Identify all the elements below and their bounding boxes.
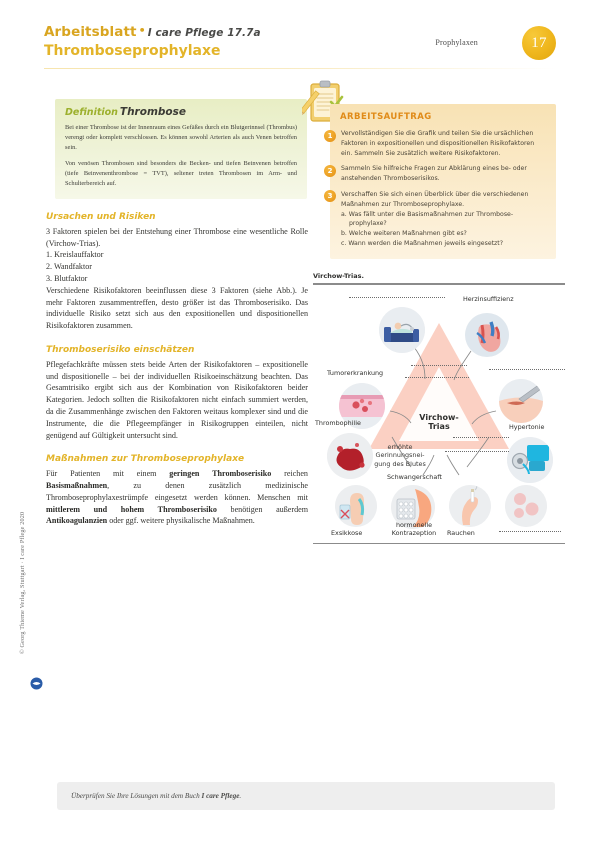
measures-bold-2: Basismaßnahmen <box>46 480 108 490</box>
task-item-3 <box>327 190 546 249</box>
causes-list-item-3: 3. Blutfaktor <box>46 273 88 283</box>
causes-list-item-2: 2. Wandfaktor <box>46 262 92 272</box>
blank-line-triangle-upper-2 <box>405 377 469 378</box>
blank-line-triangle-right-1 <box>453 437 509 438</box>
copyright-text: © Georg Thieme Verlag, Stuttgart · I care Pflege 2020 <box>19 511 26 654</box>
circle-blank-bottom-right <box>505 485 547 527</box>
causes-outro: Verschiedene Risikofaktoren beeinflussen diese 3 Faktoren (siehe Abb.). Je mehr Faktoren zusammentreffen, desto größer ist das Thromboserisiko. Das individuelle Risiko setzt sich aus den expositionellen und dispositionellen Risikofaktoren zusammen. <box>46 285 308 331</box>
blank-line-bottom-right <box>499 531 561 532</box>
center-label-line-2: Trias <box>428 422 450 432</box>
thieme-logo <box>30 677 43 690</box>
section-label: Prophylaxen <box>435 38 478 47</box>
task-item-1 <box>327 129 546 158</box>
inner-label-line-1: erhöhte <box>387 442 413 451</box>
circle-surgery <box>499 379 543 423</box>
measures-body <box>46 468 308 527</box>
measures-part-4: benötigen außerdem <box>216 504 309 514</box>
measures-bold-4: Antikoagulanzien <box>46 516 108 526</box>
measures-part-2: reichen <box>271 469 308 479</box>
task-number-badge-3: 3 <box>324 190 336 202</box>
section-heading-causes: Ursachen und Risiken <box>46 212 156 222</box>
circle-smoking <box>449 485 491 527</box>
triangle-left-inner-label <box>363 443 437 469</box>
main-text-column <box>46 212 308 527</box>
label-heart-failure: Herzinsuffizienz <box>463 294 514 303</box>
header-divider <box>44 68 556 69</box>
task-subitem-b: b. Welche weiteren Maßnahmen gibt es? <box>341 230 467 238</box>
blank-line-triangle-upper-1 <box>411 365 467 366</box>
risk-assessment-body: Pflegefachkräfte müssen stets beide Arten der Risikofaktoren – expositionelle und dispositionelle – bei der individuellen Risikoeinschätzung beachten. Das Gesamtrisiko ergibt sich aus der Kombination von Risikofaktoren beider Kategorien. Jedoch sollten die Risikofaktoren nicht einfach summiert werden, da die Zusammenhänge zwischen den Faktoren weitaus komplexer sind und die Instrumente, die die Pflegeempfänger in Risikogruppen einteilen, nicht genügend auf Gültigkeit untersucht sind. <box>46 359 308 440</box>
task-number-badge-1: 1 <box>324 130 336 142</box>
measures-part-5: oder ggf. weitere physikalische Maßnahmen. <box>107 516 255 526</box>
section-heading-risk-assessment: Thromboserisiko einschätzen <box>46 345 195 355</box>
definition-paragraph-2: Von venösen Thrombosen sind besonders die Becken- und tiefen Beinvenen betroffen (tiefe Beinvenenthrombose = TVT), seltener treten Thrombosen im Arm- und Schulterbereich auf. <box>65 159 297 188</box>
label-pregnancy: Schwangerschaft <box>387 472 442 481</box>
worksheet-label: Arbeitsblatt <box>44 24 137 40</box>
task-subitem-a-cont: prophylaxe? <box>349 220 387 228</box>
page-header <box>44 24 556 60</box>
label-contraception-line-1: hormonelle <box>395 520 433 529</box>
header-line-one <box>44 24 556 41</box>
task-text-2: Sammeln Sie hilfreiche Fragen zur Abklärung eines be- oder anstehenden Thromboserisikos. <box>341 165 527 183</box>
definition-term: Thrombose <box>119 106 186 118</box>
definition-paragraph-1: Bei einer Thrombose ist der Innenraum eines Gefäßes durch ein Blutgerinnsel (Thrombus) verengt oder komplett verschlossen. Es können sowohl Arterien als auch Venen betroffen sein. <box>65 123 297 152</box>
task-box-title: ARBEITSAUFTRAG <box>340 112 432 122</box>
inner-label-line-2: Gerinnungsnei- <box>375 451 425 460</box>
label-dehydration: Exsikkose <box>331 528 363 537</box>
task-subitem-c: c. Wann werden die Maßnahmen jeweils eingesetzt? <box>341 239 504 247</box>
footer-text-before: Überprüfen Sie Ihre Lösungen mit dem Buch <box>71 792 202 800</box>
figure-canvas <box>313 285 565 543</box>
center-label-line-1: Virchow- <box>419 412 459 422</box>
section-heading-measures: Maßnahmen zur Thromboseprophylaxe <box>46 454 245 465</box>
measures-bold-1: geringen Thromboserisiko <box>169 469 272 479</box>
measures-part-3: , zu denen zusätzlich medizinische Thromboseprophylaxestrümpfe eingesetzt werden können. Menschen mit <box>46 480 308 502</box>
figure-caption: Virchow-Trias. <box>313 272 364 280</box>
task-number-badge-2: 2 <box>324 165 336 177</box>
task-item-2 <box>327 164 546 184</box>
footer-text-after: . <box>239 792 242 800</box>
figure-rule-bottom <box>313 543 565 545</box>
task-text-3 <box>341 190 546 249</box>
page-number-badge: 17 <box>522 26 556 60</box>
causes-intro: 3 Faktoren spielen bei der Entstehung einer Thrombose eine wesentliche Rolle (Virchow-Trias). <box>46 226 308 248</box>
label-contraception-line-2: Kontrazeption <box>391 528 437 537</box>
triangle-center-label <box>407 413 471 432</box>
definition-keyword: Definition <box>65 107 118 118</box>
blank-line-triangle-right-2 <box>445 451 509 452</box>
circle-dehydration <box>335 485 377 527</box>
circle-heart-failure <box>465 313 509 357</box>
task-text-1: Vervollständigen Sie die Grafik und teilen Sie die ursächlichen Faktoren in expositionellen und dispositionellen Risikofaktoren ein. Sammeln Sie zusätzlich weitere Risikofaktoren. <box>341 130 535 157</box>
circle-immobility <box>379 307 425 353</box>
circle-hypertension <box>507 437 553 483</box>
inner-label-line-3: gung des Blutes <box>374 459 426 468</box>
definition-title <box>65 106 297 119</box>
label-tumor: Tumorerkrankung <box>327 368 384 377</box>
blank-line-immobility <box>349 297 445 298</box>
footer-book-title: I care Pflege <box>201 792 240 800</box>
virchow-triad-figure <box>313 272 565 544</box>
page-title: Thromboseprophylaxe <box>44 42 221 59</box>
blank-line-surgery <box>489 369 565 370</box>
definition-box <box>55 99 307 199</box>
measures-bold-3: mittlerem und hohem Thromboserisiko <box>46 504 217 514</box>
causes-list-item-1: 1. Kreislauffaktor <box>46 250 104 260</box>
task-box <box>327 104 556 259</box>
header-source: I care Pflege 17.7a <box>147 27 261 39</box>
measures-part-1: Für Patienten mit einem <box>46 469 170 479</box>
header-bullet: • <box>138 24 146 37</box>
task-text-3-main: Verschaffen Sie sich einen Überblick über die verschiedenen Maßnahmen zur Thromboseprophylaxe. <box>341 190 529 208</box>
label-hypertension: Hypertonie <box>509 422 545 431</box>
label-thrombophilia: Thrombophilie <box>315 418 361 427</box>
footer-bar <box>57 782 555 810</box>
footer-text <box>71 792 241 800</box>
label-smoking: Rauchen <box>447 528 475 537</box>
label-contraception <box>385 521 443 537</box>
task-subitem-a: a. Was fällt unter die Basismaßnahmen zur Thrombose- <box>341 210 514 218</box>
